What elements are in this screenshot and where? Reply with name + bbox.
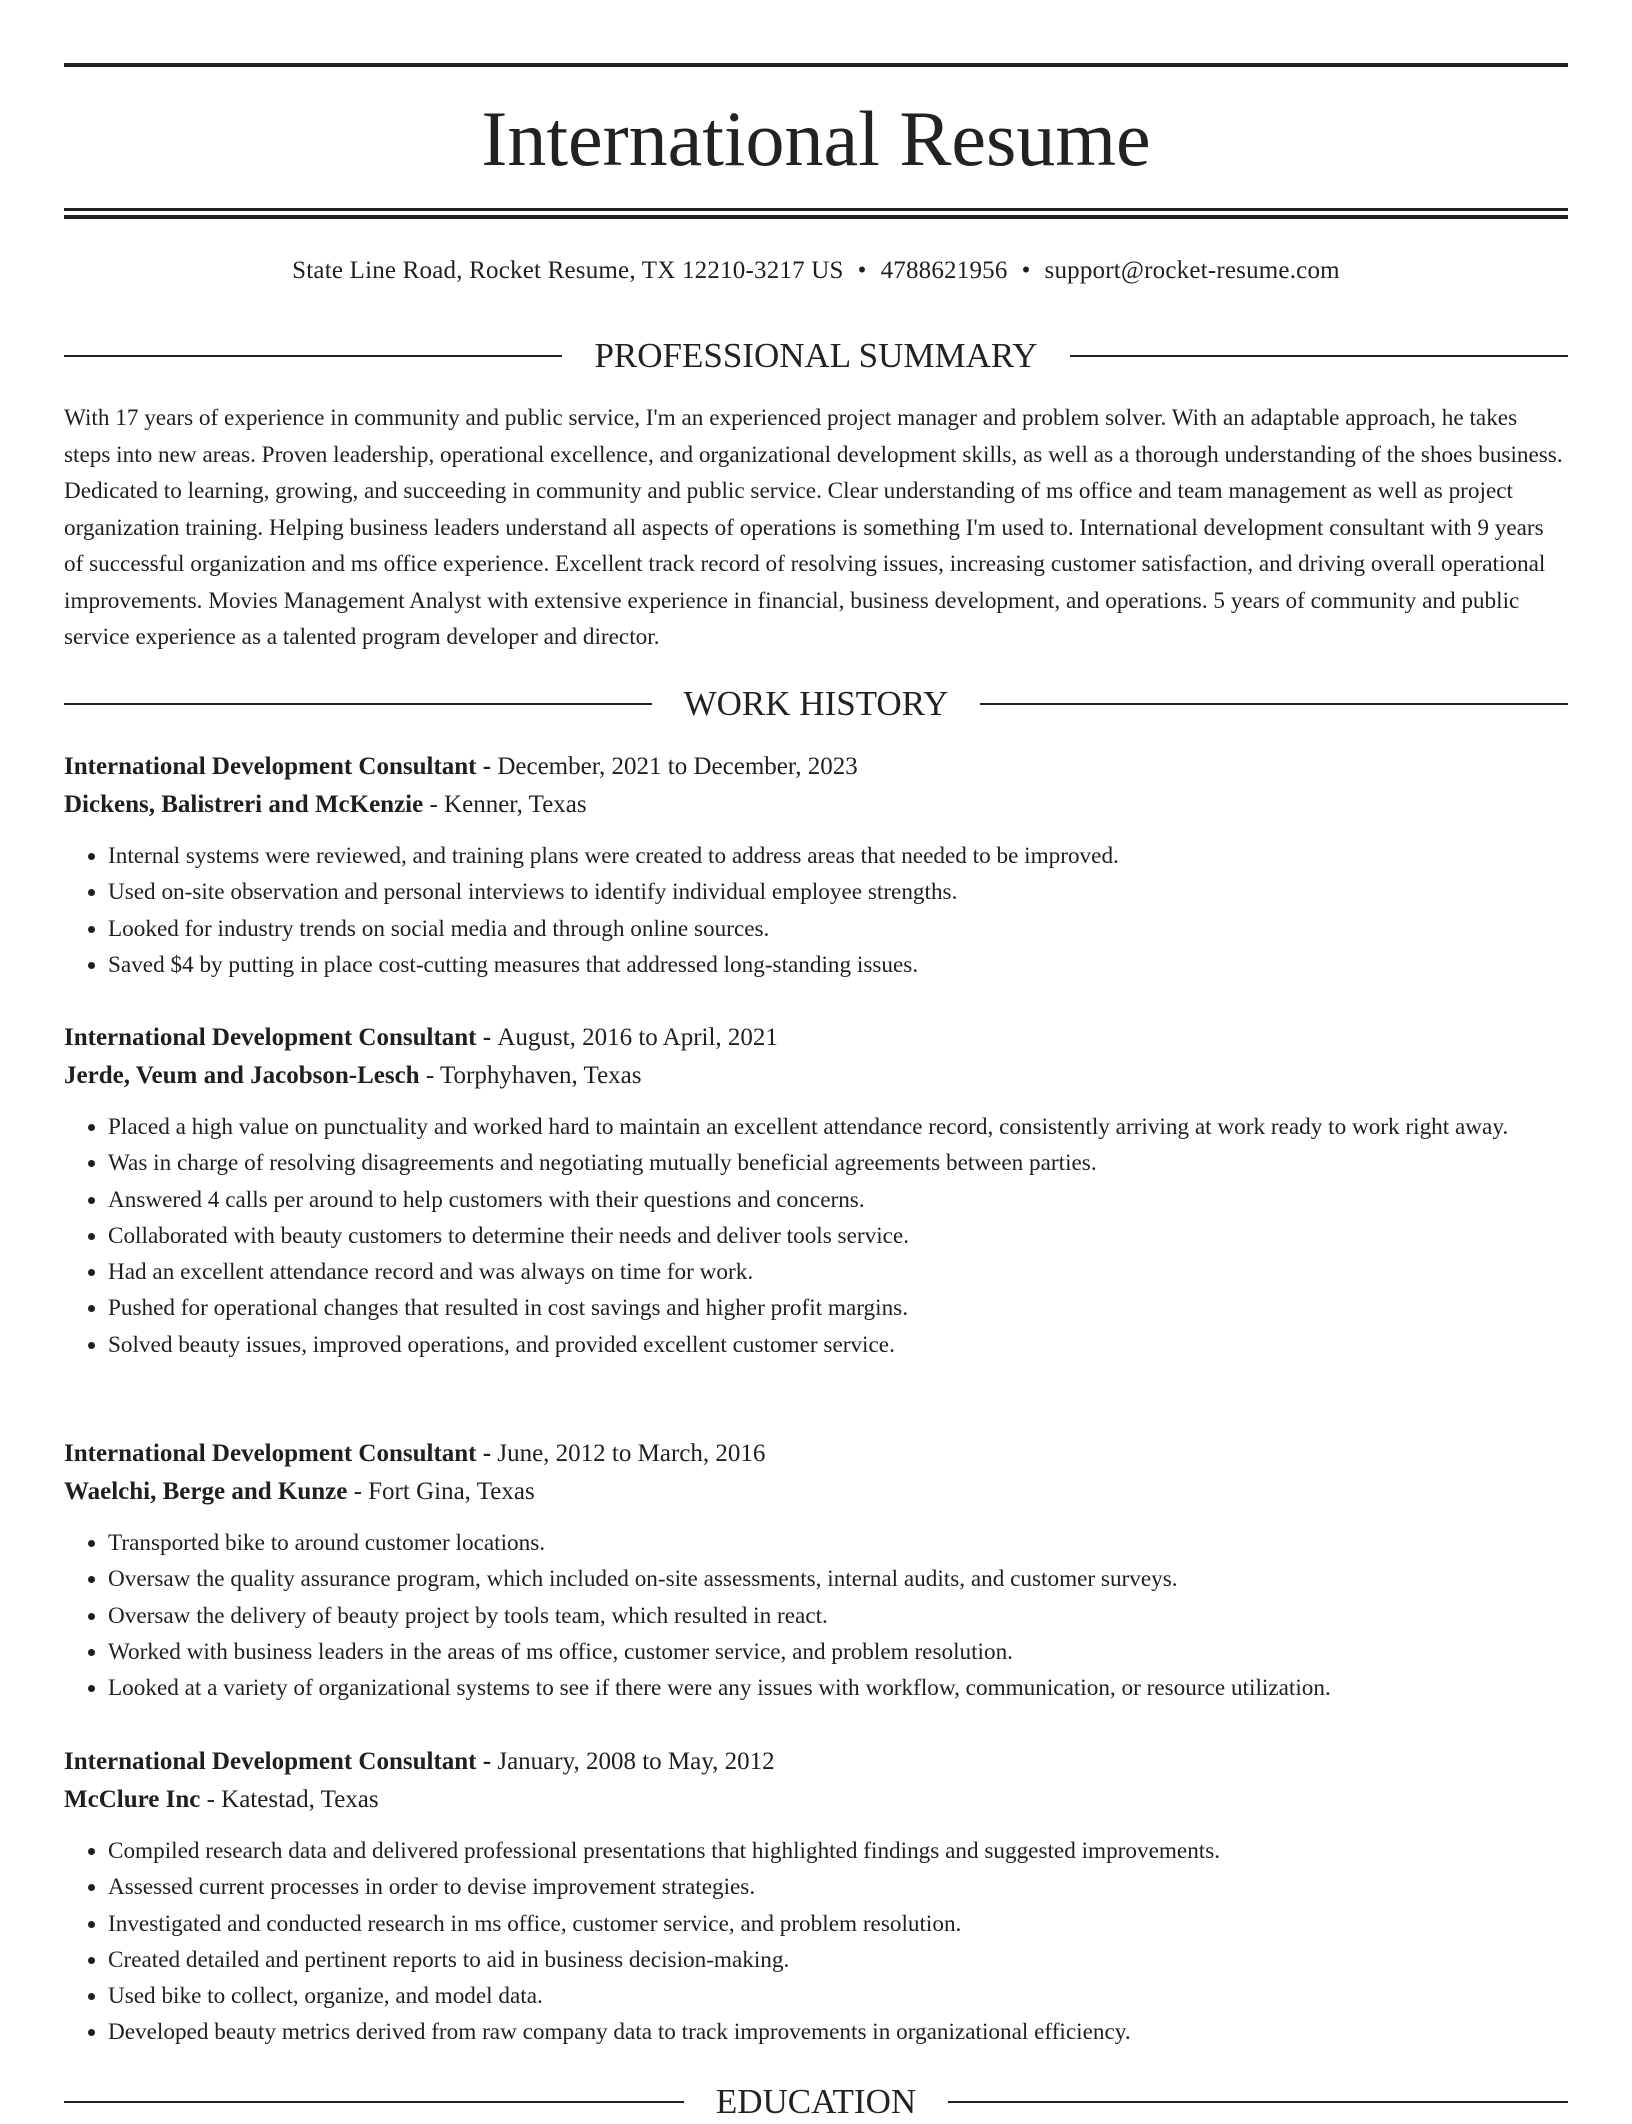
section-title: WORK HISTORY	[683, 684, 949, 723]
job-company: Waelchi, Berge and Kunze	[64, 1478, 348, 1505]
section-heading-education	[64, 2080, 1568, 2124]
job-title: International Development Consultant	[64, 1440, 477, 1467]
job-company: Dickens, Balistreri and McKenzie	[64, 791, 424, 818]
job-company-line: Jerde, Veum and Jacobson-Lesch - Torphyhaven, Texas	[64, 1062, 642, 1089]
job-company-line: McClure Inc - Katestad, Texas	[64, 1786, 379, 1813]
section-title: PROFESSIONAL SUMMARY	[594, 336, 1038, 375]
heading-rule-left	[64, 355, 562, 357]
list-item: • Transported bike to around customer locations.	[108, 1525, 1568, 1561]
list-item: • Pushed for operational changes that resulted in cost savings and higher profit margins.	[108, 1290, 1568, 1326]
job-title-line: International Development Consultant - December, 2021 to December, 2023	[64, 753, 858, 780]
job-bullets	[64, 1525, 1568, 1706]
list-item: • Looked for industry trends on social media and through online sources.	[108, 911, 1568, 947]
list-item: • Used on-site observation and personal interviews to identify individual employee strengths.	[108, 874, 1568, 910]
list-item: • Had an excellent attendance record and was always on time for work.	[108, 1254, 1568, 1290]
contact-address: State Line Road, Rocket Resume, TX 12210-3217 US	[292, 257, 844, 284]
list-item: • Internal systems were reviewed, and training plans were created to address areas that needed to be improved.	[108, 838, 1568, 874]
list-item: • Was in charge of resolving disagreements and negotiating mutually beneficial agreements between parties.	[108, 1145, 1568, 1181]
title-underline-thin	[64, 208, 1568, 211]
job-title: International Development Consultant	[64, 753, 477, 780]
job-dates: January, 2008 to May, 2012	[497, 1748, 775, 1775]
resume-title: International Resume	[481, 95, 1151, 182]
list-item: • Solved beauty issues, improved operations, and provided excellent customer service.	[108, 1327, 1568, 1363]
job-dates: June, 2012 to March, 2016	[497, 1440, 766, 1467]
list-item: • Collaborated with beauty customers to determine their needs and deliver tools service.	[108, 1218, 1568, 1254]
list-item: • Developed beauty metrics derived from raw company data to track improvements in organizational efficiency.	[108, 2014, 1568, 2050]
section-title: EDUCATION	[715, 2082, 917, 2121]
summary-text: With 17 years of experience in community and public service, I'm an experienced project manager and problem solver. With an adaptable approach, he takes steps into new areas. Proven leadership, operational excellence, and organizational development skills, as well as a thorough understanding of the shoes business. Dedicated to learning, growing, and succeeding in community and public service. Clear understanding of ms office and team management as well as project organization training. Helping business leaders understand all aspects of operations is something I'm used to. International development consultant with 9 years of successful organization and ms office experience. Excellent track record of resolving issues, increasing customer satisfaction, and driving overall operational improvements. Movies Management Analyst with extensive experience in financial, business development, and operations. 5 years of community and public service experience as a talented program developer and director.	[64, 405, 1563, 650]
section-heading-summary	[64, 334, 1568, 378]
job-title: International Development Consultant	[64, 1748, 477, 1775]
heading-rule-right	[980, 703, 1568, 705]
job-dates: August, 2016 to April, 2021	[497, 1024, 778, 1051]
job-bullets	[64, 1109, 1568, 1363]
list-item: • Answered 4 calls per around to help customers with their questions and concerns.	[108, 1182, 1568, 1218]
list-item: • Saved $4 by putting in place cost-cutting measures that addressed long-standing issues.	[108, 947, 1568, 983]
title-underline-thick	[64, 215, 1568, 219]
list-item: • Oversaw the quality assurance program, which included on-site assessments, internal audits, and customer surveys.	[108, 1561, 1568, 1597]
job-company-line: Waelchi, Berge and Kunze - Fort Gina, Texas	[64, 1478, 535, 1505]
job-entry	[64, 748, 1568, 983]
job-dates: December, 2021 to December, 2023	[497, 753, 858, 780]
contact-phone: 4788621956	[880, 257, 1008, 284]
contact-line	[64, 255, 1568, 287]
contact-email: support@rocket-resume.com	[1044, 257, 1340, 284]
job-title: International Development Consultant	[64, 1024, 477, 1051]
list-item: • Looked at a variety of organizational systems to see if there were any issues with workflow, communication, or resource utilization.	[108, 1670, 1568, 1706]
list-item: • Placed a high value on punctuality and worked hard to maintain an excellent attendance record, consistently arriving at work ready to work right away.	[108, 1109, 1568, 1145]
list-item: • Assessed current processes in order to devise improvement strategies.	[108, 1869, 1568, 1905]
contact-separator: •	[1021, 257, 1031, 284]
list-item: • Used bike to collect, organize, and model data.	[108, 1978, 1568, 2014]
job-title-line: International Development Consultant - August, 2016 to April, 2021	[64, 1024, 778, 1051]
job-title-line: International Development Consultant - January, 2008 to May, 2012	[64, 1748, 775, 1775]
job-company: McClure Inc	[64, 1786, 201, 1813]
job-location: Torphyhaven, Texas	[439, 1062, 642, 1089]
job-location: Katestad, Texas	[221, 1786, 379, 1813]
job-company: Jerde, Veum and Jacobson-Lesch	[64, 1062, 420, 1089]
section-heading-work	[64, 682, 1568, 726]
contact-separator: •	[857, 257, 867, 284]
heading-rule-right	[948, 2101, 1568, 2103]
list-item: • Created detailed and pertinent reports to aid in business decision-making.	[108, 1942, 1568, 1978]
job-bullets	[64, 1833, 1568, 2051]
list-item: • Investigated and conducted research in ms office, customer service, and problem resolution.	[108, 1906, 1568, 1942]
heading-rule-left	[64, 2101, 684, 2103]
top-rule	[64, 63, 1568, 67]
job-location: Kenner, Texas	[444, 791, 587, 818]
job-title-line: International Development Consultant - June, 2012 to March, 2016	[64, 1440, 766, 1467]
job-entry	[64, 1019, 1568, 1363]
job-entry	[64, 1743, 1568, 2051]
job-entry	[64, 1435, 1568, 1706]
heading-rule-left	[64, 703, 652, 705]
job-bullets	[64, 838, 1568, 983]
job-company-line: Dickens, Balistreri and McKenzie - Kenner, Texas	[64, 791, 587, 818]
list-item: • Compiled research data and delivered professional presentations that highlighted findings and suggested improvements.	[108, 1833, 1568, 1869]
heading-rule-right	[1070, 355, 1568, 357]
list-item: • Worked with business leaders in the areas of ms office, customer service, and problem resolution.	[108, 1634, 1568, 1670]
list-item: • Oversaw the delivery of beauty project by tools team, which resulted in react.	[108, 1598, 1568, 1634]
job-location: Fort Gina, Texas	[368, 1478, 535, 1505]
